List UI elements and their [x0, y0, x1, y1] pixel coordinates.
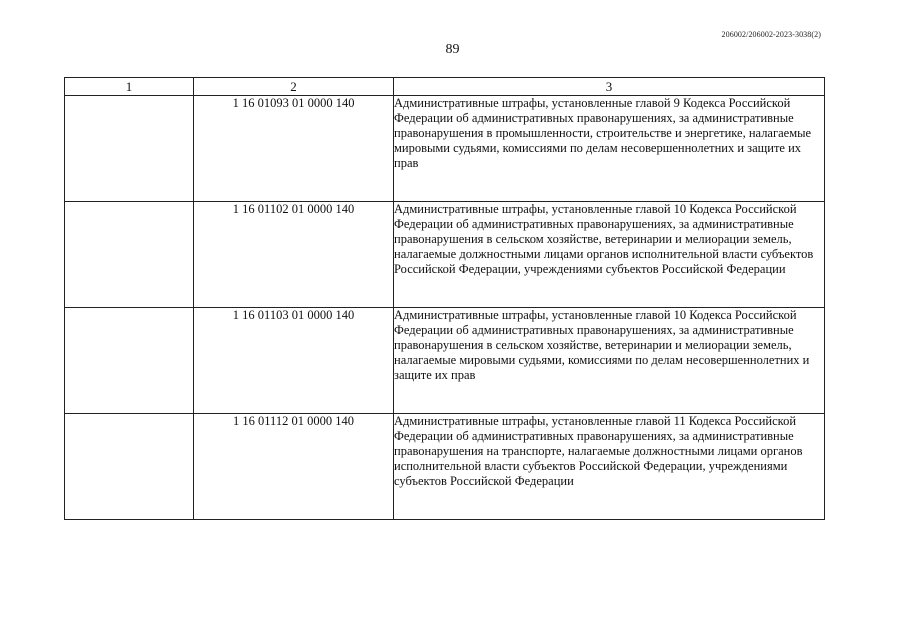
document-id: 206002/206002-2023-3038(2)	[721, 30, 821, 39]
table-row	[65, 308, 825, 414]
column-header-3: 3	[394, 78, 825, 96]
table-row	[65, 414, 825, 520]
description-cell: Административные штрафы, установленные главой 9 Кодекса Российской Федерации об административных правонарушениях, за административные правонарушения в промышленности, строительстве и энергетике, налагаемые мировыми судьями, комиссиями по делам несовершеннолетних и защите их прав	[394, 96, 825, 202]
budget-code-cell: 1 16 01102 01 0000 140	[194, 202, 394, 308]
budget-code-cell: 1 16 01103 01 0000 140	[194, 308, 394, 414]
description-cell: Административные штрафы, установленные главой 10 Кодекса Российской Федерации об административных правонарушениях, за административные правонарушения в сельском хозяйстве, ветеринарии и мелиорации земель, налагаемые должностными лицами органов исполнительной власти субъектов Российской Федерации, учреждениями субъектов Российской Федерации	[394, 202, 825, 308]
budget-code-cell: 1 16 01093 01 0000 140	[194, 96, 394, 202]
description-cell: Административные штрафы, установленные главой 10 Кодекса Российской Федерации об административных правонарушениях, за административные правонарушения в сельском хозяйстве, ветеринарии и мелиорации земель, налагаемые мировыми судьями, комиссиями по делам несовершеннолетних и защите их прав	[394, 308, 825, 414]
row-col1-cell	[65, 202, 194, 308]
description-cell: Административные штрафы, установленные главой 11 Кодекса Российской Федерации об административных правонарушениях, за административные правонарушения на транспорте, налагаемые должностными лицами органов исполнительной власти субъектов Российской Федерации, учреждениями субъектов Российской Федерации	[394, 414, 825, 520]
row-col1-cell	[65, 308, 194, 414]
table-row	[65, 202, 825, 308]
page-number: 89	[445, 42, 460, 57]
column-header-1: 1	[65, 78, 194, 96]
table-header-row	[65, 78, 825, 96]
row-col1-cell	[65, 96, 194, 202]
column-header-2: 2	[194, 78, 394, 96]
row-col1-cell	[65, 414, 194, 520]
table-row	[65, 96, 825, 202]
budget-code-cell: 1 16 01112 01 0000 140	[194, 414, 394, 520]
fines-table	[64, 77, 825, 520]
